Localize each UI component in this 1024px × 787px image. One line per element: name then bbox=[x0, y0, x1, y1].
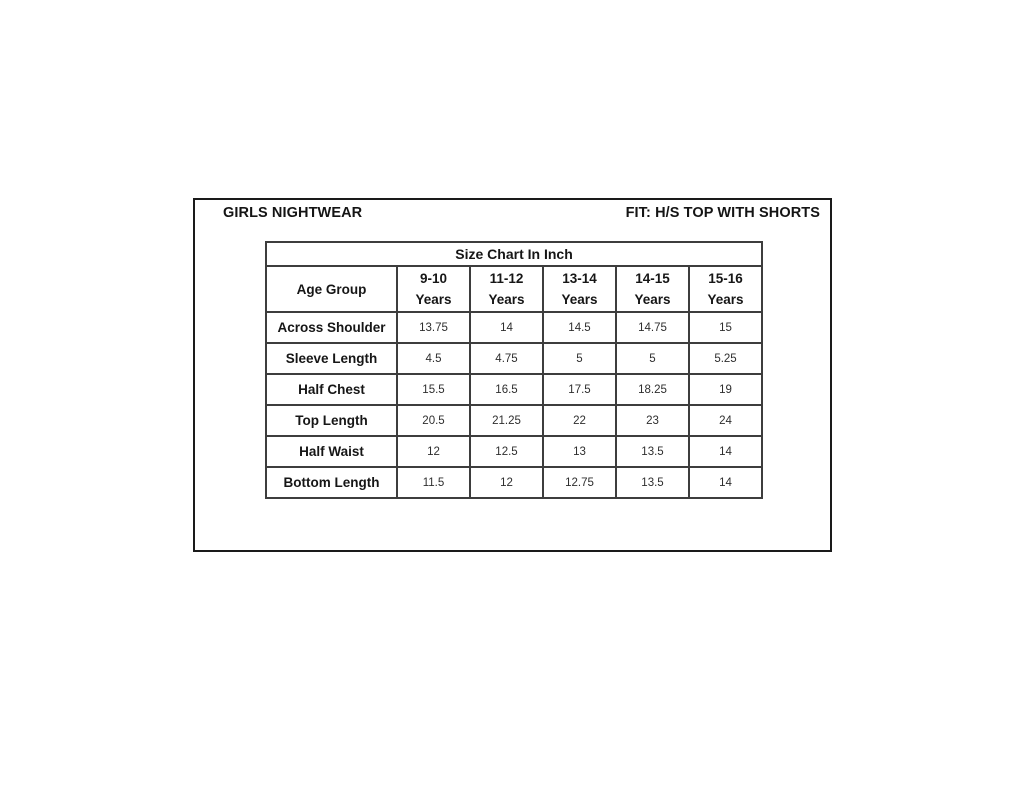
row-label: Half Waist bbox=[266, 436, 397, 467]
header-col-14-15 bbox=[616, 266, 689, 312]
brand-title: GIRLS NIGHTWEAR bbox=[223, 205, 363, 221]
table-cell: 15 bbox=[689, 312, 762, 343]
table-title-row bbox=[266, 242, 762, 266]
table-row-top-length bbox=[266, 405, 762, 436]
table-cell: 4.75 bbox=[470, 343, 543, 374]
table-cell: 12 bbox=[397, 436, 470, 467]
size-chart-panel bbox=[193, 198, 832, 552]
table-cell: 12.5 bbox=[470, 436, 543, 467]
table-cell: 5.25 bbox=[689, 343, 762, 374]
table-title: Size Chart In Inch bbox=[266, 242, 762, 266]
table-cell: 12.75 bbox=[543, 467, 616, 498]
row-label: Half Chest bbox=[266, 374, 397, 405]
table-cell: 22 bbox=[543, 405, 616, 436]
age-unit: Years bbox=[415, 292, 452, 307]
table-cell: 14 bbox=[689, 436, 762, 467]
table-cell: 16.5 bbox=[470, 374, 543, 405]
age-unit: Years bbox=[707, 292, 744, 307]
table-cell: 18.25 bbox=[616, 374, 689, 405]
table-row-half-waist bbox=[266, 436, 762, 467]
table-cell: 4.5 bbox=[397, 343, 470, 374]
table-cell: 24 bbox=[689, 405, 762, 436]
header-age-group: Age Group bbox=[266, 266, 397, 312]
fit-label: FIT: H/S TOP WITH SHORTS bbox=[625, 205, 820, 221]
row-label: Bottom Length bbox=[266, 467, 397, 498]
header-col-13-14 bbox=[543, 266, 616, 312]
table-cell: 20.5 bbox=[397, 405, 470, 436]
table-cell: 15.5 bbox=[397, 374, 470, 405]
table-cell: 13.5 bbox=[616, 467, 689, 498]
table-row-sleeve-length bbox=[266, 343, 762, 374]
table-cell: 23 bbox=[616, 405, 689, 436]
table-cell: 17.5 bbox=[543, 374, 616, 405]
table-row-half-chest bbox=[266, 374, 762, 405]
table-cell: 14 bbox=[470, 312, 543, 343]
age-range: 14-15 bbox=[635, 271, 670, 286]
size-chart-table bbox=[265, 241, 763, 499]
table-cell: 13 bbox=[543, 436, 616, 467]
age-unit: Years bbox=[561, 292, 598, 307]
table-cell: 5 bbox=[616, 343, 689, 374]
age-range: 11-12 bbox=[489, 271, 524, 286]
table-cell: 19 bbox=[689, 374, 762, 405]
table-row-across-shoulder bbox=[266, 312, 762, 343]
table-cell: 13.75 bbox=[397, 312, 470, 343]
table-row-bottom-length bbox=[266, 467, 762, 498]
table-cell: 14.5 bbox=[543, 312, 616, 343]
table-cell: 13.5 bbox=[616, 436, 689, 467]
age-range: 13-14 bbox=[562, 271, 597, 286]
panel-header bbox=[223, 205, 820, 221]
header-col-15-16 bbox=[689, 266, 762, 312]
table-cell: 11.5 bbox=[397, 467, 470, 498]
row-label: Across Shoulder bbox=[266, 312, 397, 343]
table-cell: 14.75 bbox=[616, 312, 689, 343]
table-cell: 21.25 bbox=[470, 405, 543, 436]
row-label: Top Length bbox=[266, 405, 397, 436]
table-cell: 5 bbox=[543, 343, 616, 374]
table-cell: 12 bbox=[470, 467, 543, 498]
row-label: Sleeve Length bbox=[266, 343, 397, 374]
age-unit: Years bbox=[634, 292, 671, 307]
header-col-9-10 bbox=[397, 266, 470, 312]
age-range: 15-16 bbox=[708, 271, 743, 286]
age-range: 9-10 bbox=[419, 271, 448, 286]
header-col-11-12 bbox=[470, 266, 543, 312]
age-unit: Years bbox=[488, 292, 525, 307]
table-header-row bbox=[266, 266, 762, 312]
table-cell: 14 bbox=[689, 467, 762, 498]
